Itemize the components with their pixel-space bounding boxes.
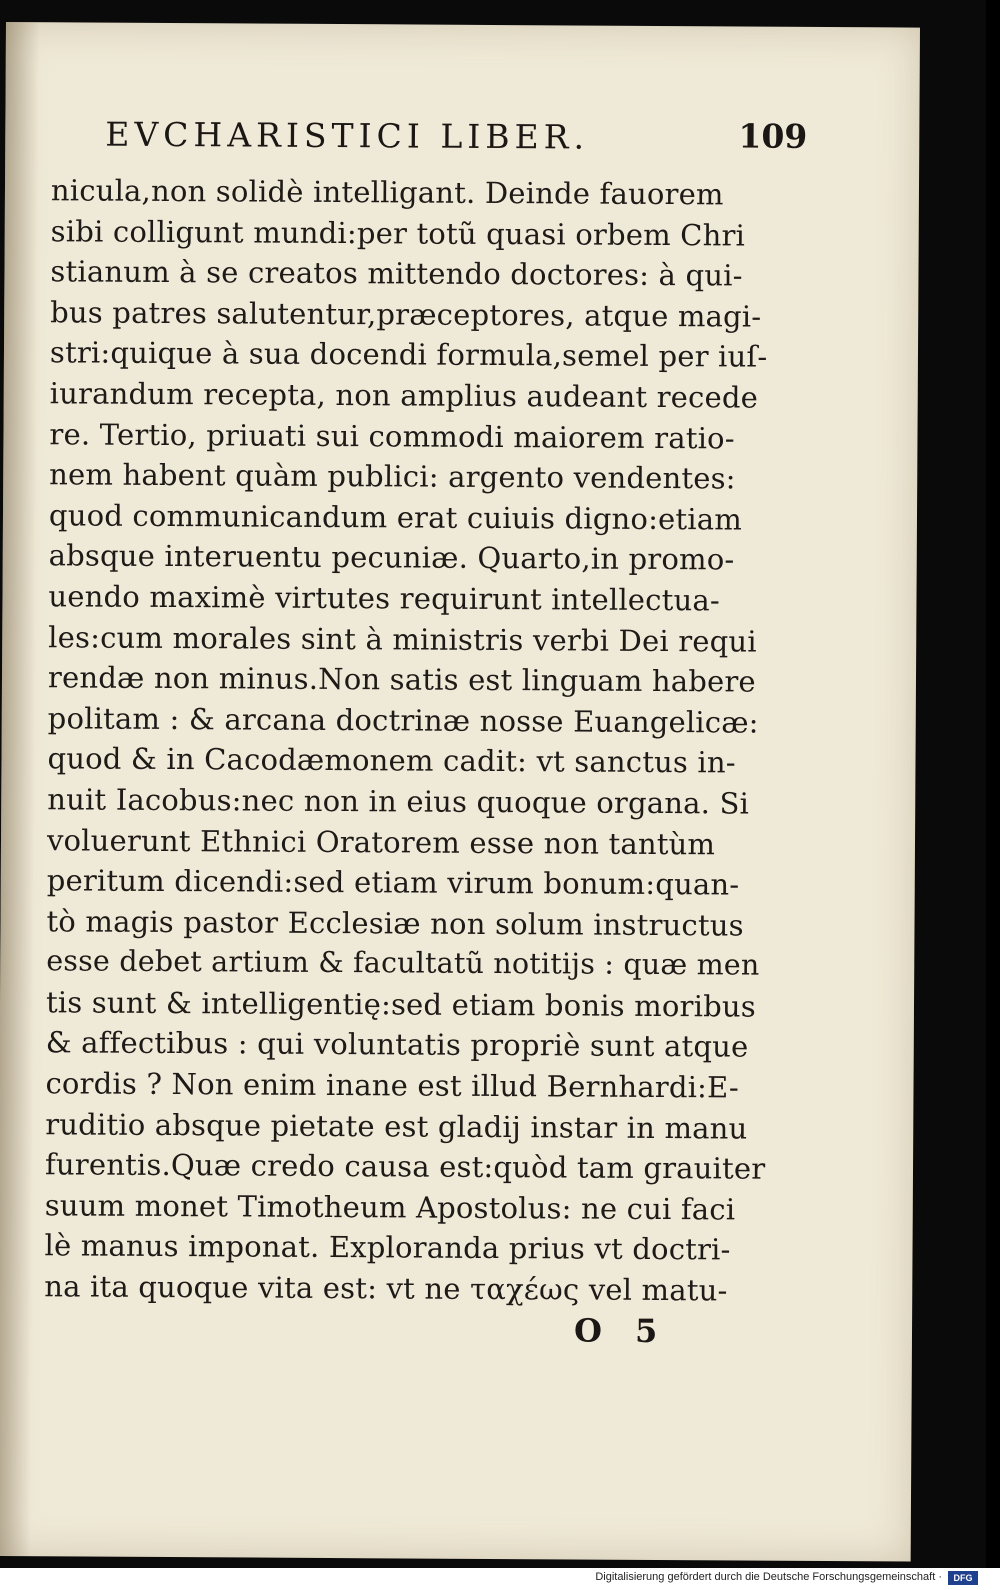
text-line: quod communicandum erat cuiuis digno:etiam	[48, 498, 743, 537]
page-header	[105, 114, 808, 163]
book-page	[0, 22, 920, 1562]
text-line: furentis.Quæ credo causa est:quòd tam grauiter	[44, 1147, 766, 1186]
text-line: re. Tertio, priuati sui commodi maiorem ratio-	[49, 416, 735, 456]
text-line: stri:quique à sua docendi formula,semel per iuſ-	[49, 335, 768, 375]
text-line: voluerunt Ethnici Oratorem esse non tantùm	[46, 822, 716, 861]
text-line: nem habent quàm publici: argento vendentes:	[49, 457, 736, 496]
text-line: politam : & arcana doctrinæ nosse Euangelicæ:	[47, 700, 759, 740]
running-title: EVCHARISTICI LIBER.	[105, 114, 590, 157]
body-text	[44, 170, 771, 1311]
text-line: bus patres salutentur,præceptores, atque magi-	[50, 295, 762, 334]
text-line: cordis ? Non enim inane est illud Bernhardi:E-	[45, 1066, 740, 1105]
text-line: absque interuentu pecuniæ. Quarto,in promo-	[48, 538, 735, 577]
text-line: rendæ non minus.Non satis est linguam habere	[47, 660, 756, 699]
text-line: uendo maximè virtutes requirunt intellectua-	[48, 579, 720, 618]
signature-mark: O 5	[573, 1311, 658, 1351]
page-number: 109	[738, 116, 808, 156]
text-line: lè manus imponat. Exploranda prius vt doctri-	[44, 1228, 731, 1267]
text-line: tò magis pastor Ecclesiæ non solum instructus	[46, 903, 744, 943]
text-line: na ita quoque vita est: vt ne ταχέως vel matu-	[44, 1269, 728, 1308]
text-line: les:cum morales sint à ministris verbi Dei requi	[48, 619, 757, 659]
text-line: tis sunt & intelligentię:sed etiam bonis moribus	[45, 985, 756, 1024]
text-line: suum monet Timotheum Apostolus: ne cui faci	[44, 1188, 736, 1227]
text-line: & affectibus : qui voluntatis propriè sunt atque	[45, 1025, 749, 1065]
funding-credit: Digitalisierung gefördert durch die Deutsche Forschungsgemeinschaft ·	[595, 1571, 942, 1583]
text-line: esse debet artium & facultatũ notitijs : quæ men	[46, 944, 760, 982]
text-line: sibi colligunt mundi:per totũ quasi orbem Chri	[50, 213, 746, 253]
footer-bar	[0, 1568, 1000, 1590]
text-line: ruditio absque pietate est gladij instar in manu	[45, 1106, 748, 1146]
dfg-logo-icon: DFG	[948, 1571, 978, 1585]
text-line: quod & in Cacodæmonem cadit: vt sanctus in-	[47, 741, 736, 780]
text-line: peritum dicendi:sed etiam virum bonum:quan-	[46, 863, 740, 902]
text-line: nicula,non solidè intelligant. Deinde fauorem	[50, 173, 724, 212]
text-line: stianum à se creatos mittendo doctores: à qui-	[50, 254, 743, 293]
text-line: nuit Iacobus:nec non in eius quoque organa. Si	[47, 782, 750, 821]
text-line: iurandum recepta, non amplius audeant recede	[49, 376, 759, 415]
